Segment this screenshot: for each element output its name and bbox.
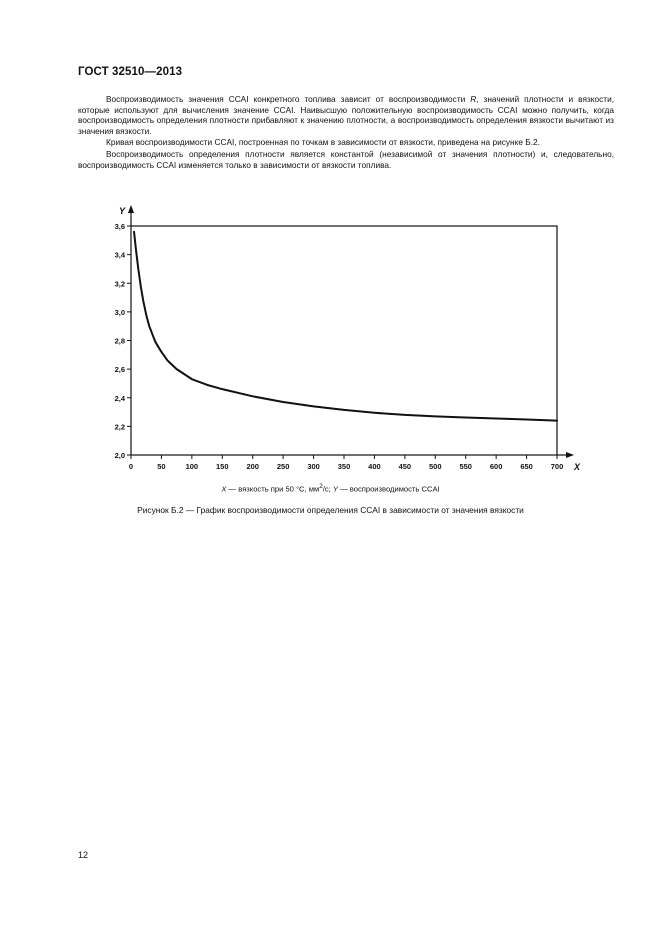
x-axis-label: X: [574, 462, 581, 472]
x-axis-arrow: [566, 452, 574, 458]
paragraph-1-part2: , значений плотности и вязкости, которые используют для вычисления значение CCAI. Наивысшую положительную воспроизводимость CCAI можно получить, когда воспроизводимость определения плотности прибавляют к значению плотности, а воспроизводимость определения вязкости вычитают из значения вязкости.: [78, 94, 615, 136]
caption-x-sup: 2: [319, 483, 323, 490]
page-number: 12: [78, 850, 89, 860]
x-tick-label: 600: [489, 462, 503, 471]
x-tick-label: 100: [185, 462, 199, 471]
y-axis-label: Y: [119, 206, 126, 216]
caption-x-var: X: [221, 484, 227, 494]
x-tick-label: 700: [550, 462, 564, 471]
paragraph-1: [78, 94, 614, 136]
x-tick-label: 50: [157, 462, 166, 471]
y-tick-label: 2,4: [114, 393, 125, 403]
caption-y-desc: — воспроизводимость CCAI: [337, 484, 440, 494]
document-header: ГОСТ 32510—2013: [78, 66, 183, 78]
y-tick-label: 3,2: [114, 279, 125, 289]
body-text: [78, 94, 614, 171]
x-tick-label: 150: [216, 462, 229, 471]
x-tick-label: 400: [368, 462, 381, 471]
paragraph-1-var: R: [470, 94, 477, 104]
x-tick-label: 300: [307, 462, 320, 471]
caption-x-desc: — вязкость при 50 °С, мм: [226, 484, 320, 494]
paragraph-3: Воспроизводимость определения плотности является константой (независимой от значения плотности) и, следовательно, воспроизводимость CCAI изменяется только в зависимости от вязкости топлива.: [78, 148, 614, 170]
series-line: [134, 232, 557, 421]
x-tick-label: 500: [429, 462, 442, 471]
chart-svg: [100, 198, 590, 478]
caption-y-var: Y: [332, 484, 338, 494]
y-axis-arrow: [128, 205, 134, 213]
x-tick-label: 350: [337, 462, 351, 471]
y-tick-label: 2,2: [114, 422, 125, 432]
axes-legend-caption: [0, 483, 661, 494]
y-tick-label: 3,6: [114, 222, 125, 231]
caption-x-unit: /с;: [322, 484, 333, 494]
paragraph-1-part1: Воспроизводимость значения CCAI конкретного топлива зависит от воспроизводимости: [106, 94, 471, 104]
y-tick-label: 3,4: [114, 250, 125, 260]
paragraph-2: Кривая воспроизводимости CCAI, построенная по точкам в зависимости от вязкости, приведена на рисунке Б.2.: [106, 137, 540, 148]
y-tick-label: 3,0: [114, 307, 125, 317]
reproducibility-chart: [100, 198, 590, 483]
x-tick-label: 250: [276, 462, 290, 471]
x-tick-label: 450: [398, 462, 412, 471]
x-tick-label: 0: [128, 462, 134, 471]
x-tick-label: 650: [520, 462, 533, 471]
x-tick-label: 550: [459, 462, 472, 471]
figure-caption: Рисунок Б.2 — График воспроизводимости определения CCAI в зависимости от значения вязкости: [137, 505, 524, 515]
y-tick-label: 2,0: [114, 451, 125, 460]
y-tick-label: 2,8: [114, 336, 125, 346]
plot-frame: [131, 226, 557, 455]
x-tick-label: 200: [246, 462, 259, 471]
y-tick-label: 2,6: [114, 365, 125, 375]
